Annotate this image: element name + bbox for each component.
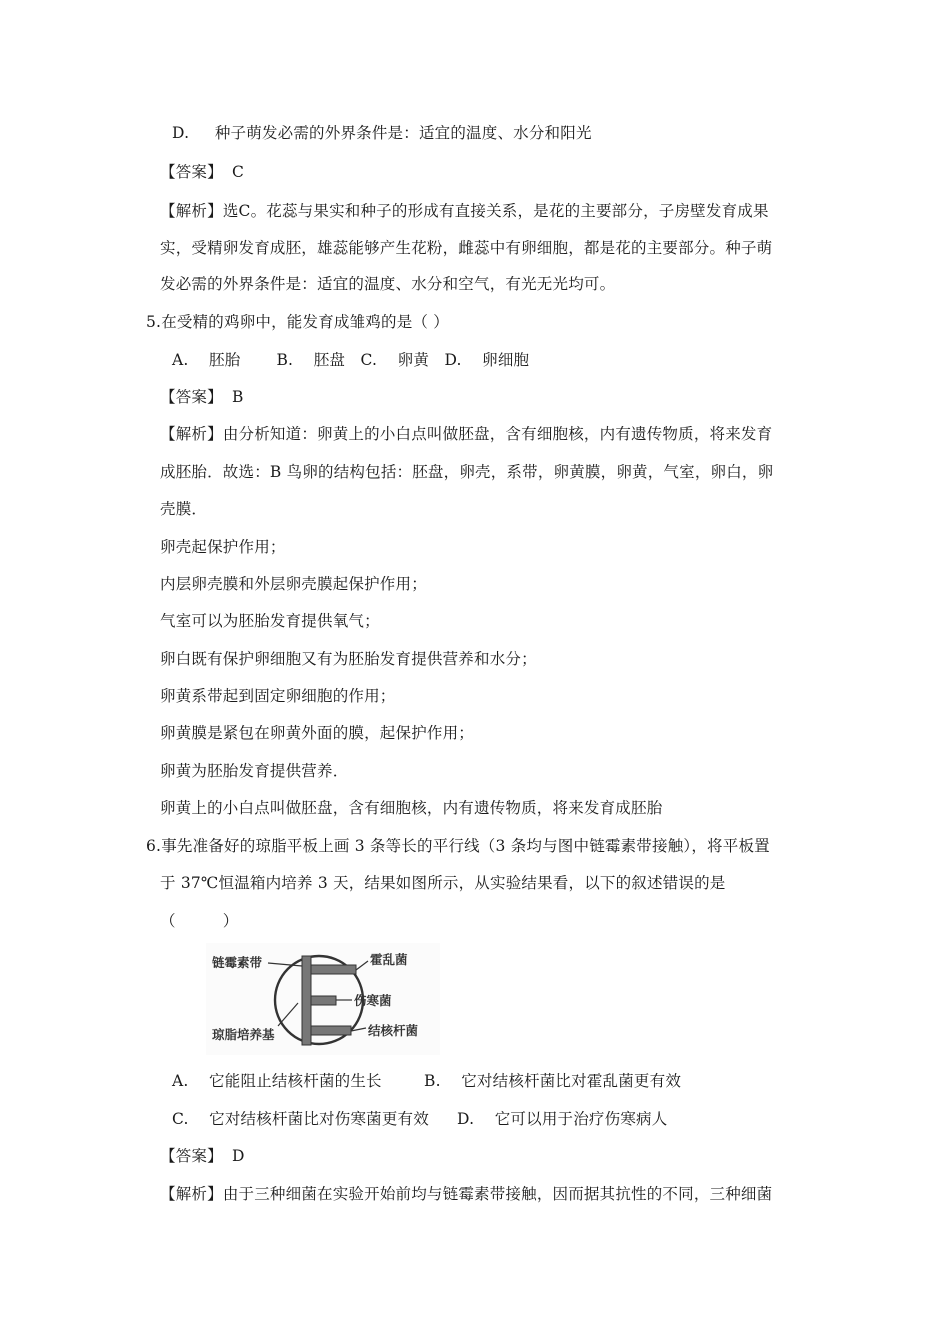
q6-option-d-letter: D. xyxy=(457,1110,475,1128)
q4-option-d xyxy=(172,123,592,143)
q6-analysis-label: 【解析】 xyxy=(160,1185,223,1203)
q5-note-1: 卵壳起保护作用； xyxy=(160,538,286,556)
q5-answer-label: 【答案】 xyxy=(160,388,223,406)
q5-note-7: 卵黄为胚胎发育提供营养． xyxy=(160,762,349,780)
streptomycin-experiment-figure xyxy=(206,943,440,1055)
q6-option-c-letter: C. xyxy=(172,1110,189,1128)
agar-leader xyxy=(278,1003,298,1026)
q5-option-c-text: 卵黄 xyxy=(397,351,430,369)
q6-option-b-text: 它对结核杆菌比对霍乱菌更有效 xyxy=(461,1072,682,1090)
q5-analysis-line-1 xyxy=(160,424,805,444)
q6-option-a-letter: A. xyxy=(172,1072,189,1090)
q6-option-c-text: 它对结核杆菌比对伤寒菌更有效 xyxy=(209,1110,429,1128)
q5-stem: 5.在受精的鸡卵中，能发育成雏鸡的是（ ） xyxy=(146,313,449,331)
q5-note-4: 卵白既有保护卵细胞又有为胚胎发育提供营养和水分； xyxy=(160,650,537,668)
q4-answer-value: C xyxy=(231,163,245,181)
q5-answer xyxy=(160,387,244,407)
q5-answer-value: B xyxy=(231,388,244,406)
q5-analysis-line-2: 成胚胎．故选：B 鸟卵的结构包括：胚盘，卵壳，系带，卵黄膜，卵黄，气室，卵白，卵 xyxy=(160,463,774,481)
q4-analysis-line-3: 发必需的外界条件是：适宜的温度、水分和空气，有光无光均可。 xyxy=(160,275,616,293)
q5-note-6: 卵黄膜是紧包在卵黄外面的膜，起保护作用； xyxy=(160,724,475,742)
streptomycin-band xyxy=(302,956,311,1045)
q6-option-a-text: 它能阻止结核杆菌的生长 xyxy=(209,1072,382,1090)
q6-option-b xyxy=(424,1071,681,1091)
q5-note-5: 卵黄系带起到固定卵细胞的作用； xyxy=(160,687,396,705)
q4-answer xyxy=(160,162,244,182)
q4-analysis-label: 【解析】 xyxy=(160,202,223,220)
q6-option-b-letter: B. xyxy=(424,1072,441,1090)
q6-options-row-2 xyxy=(172,1109,429,1129)
q5-option-a-text: 胚胎 xyxy=(209,351,241,369)
typhoid-streak xyxy=(311,996,336,1005)
cholera-streak xyxy=(311,965,356,974)
q5-options xyxy=(172,350,529,370)
q5-option-b-text: 胚盘 xyxy=(313,351,346,369)
q4-analysis-line-1 xyxy=(160,201,805,221)
q5-note-3: 气室可以为胚胎发育提供氧气； xyxy=(160,612,380,630)
streptomycin-label: 链霉素带 xyxy=(212,955,263,970)
q6-option-d xyxy=(457,1109,667,1129)
q4-option-d-letter: D. xyxy=(172,124,190,142)
q5-option-a-letter: A. xyxy=(172,351,189,369)
q6-answer-value: D xyxy=(231,1147,245,1165)
tb-streak xyxy=(311,1026,351,1035)
tb-label: 结核杆菌 xyxy=(368,1023,419,1038)
q4-analysis-text-1: 选C。花蕊与果实和种子的形成有直接关系，是花的主要部分，子房壁发育成果 xyxy=(222,202,769,220)
cholera-label: 霍乱菌 xyxy=(370,952,408,967)
q6-stem-line-1: 6.事先准备好的琼脂平板上画 3 条等长的平行线（3 条均与图中链霉素带接触），将平板置 xyxy=(146,837,770,855)
q6-answer xyxy=(160,1146,245,1166)
typhoid-label: 伤寒菌 xyxy=(354,993,392,1008)
q5-option-d-letter: D. xyxy=(444,351,462,369)
q5-note-8: 卵黄上的小白点叫做胚盘，含有细胞核，内有遗传物质，将来发育成胚胎 xyxy=(160,799,663,817)
agar-label: 琼脂培养基 xyxy=(212,1027,275,1042)
q5-note-2: 内层卵壳膜和外层卵壳膜起保护作用； xyxy=(160,575,427,593)
cholera-leader xyxy=(356,961,368,970)
q5-analysis-text-1: 由分析知道：卵黄上的小白点叫做胚盘，含有细胞核，内有遗传物质，将来发育 xyxy=(222,425,773,443)
q6-analysis-text-1: 由于三种细菌在实验开始前均与链霉素带接触，因而据其抗性的不同，三种细菌 xyxy=(222,1185,773,1203)
q6-stem-line-2: 于 37℃恒温箱内培养 3 天，结果如图所示，从实验结果看，以下的叙述错误的是 xyxy=(160,874,726,892)
q5-analysis-line-3: 壳膜． xyxy=(160,500,208,518)
q5-option-d-text: 卵细胞 xyxy=(482,351,530,369)
q5-option-c-letter: C. xyxy=(360,351,378,369)
q4-analysis-line-2: 实，受精卵发育成胚，雄蕊能够产生花粉，雌蕊中有卵细胞，都是花的主要部分。种子萌 xyxy=(160,239,773,257)
q5-analysis-label: 【解析】 xyxy=(160,425,223,443)
q4-answer-label: 【答案】 xyxy=(160,163,223,181)
q6-stem-line-3: （ ） xyxy=(160,912,239,930)
streptomycin-leader xyxy=(268,963,302,966)
q6-answer-label: 【答案】 xyxy=(160,1147,223,1165)
q4-option-d-text: 种子萌发必需的外界条件是：适宜的温度、水分和阳光 xyxy=(214,124,592,142)
q6-options-row-1 xyxy=(172,1071,382,1091)
q5-option-b-letter: B. xyxy=(276,351,294,369)
q6-analysis-line-1 xyxy=(160,1184,772,1204)
q6-option-d-text: 它可以用于治疗伤寒病人 xyxy=(494,1110,668,1128)
